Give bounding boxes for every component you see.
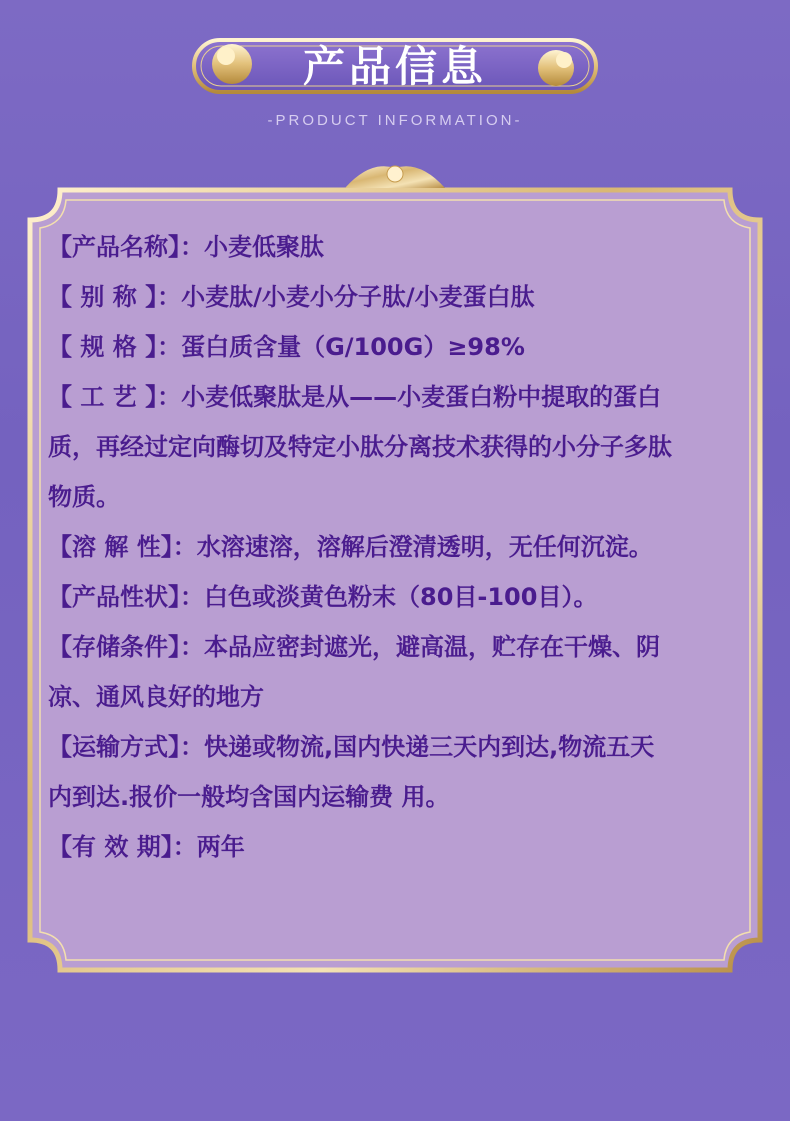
info-row-spec: 【 规 格 】：蛋白质含量（G/100G）≥98%: [48, 333, 525, 361]
info-row-name: 【产品名称】：小麦低聚肽: [48, 233, 324, 261]
crest-ornament-icon: [345, 166, 445, 188]
info-row-alias: 【 别 称 】：小麦肽/小麦小分子肽/小麦蛋白肽: [48, 283, 535, 311]
info-row-shelf-life: 【有 效 期】：两年: [48, 833, 245, 861]
title-banner: [186, 34, 604, 98]
info-row-shipping: 【运输方式】：快递或物流,国内快递三天内到达,物流五天: [48, 733, 655, 761]
info-row-process-end: 物质。: [48, 483, 120, 511]
page-subtitle: -PRODUCT INFORMATION-: [267, 112, 523, 129]
info-row-shipping-cont: 内到达.报价一般均含国内运输费 用。: [48, 783, 450, 811]
info-row-process: 【 工 艺 】：小麦低聚肽是从——小麦蛋白粉中提取的蛋白: [48, 383, 662, 411]
info-row-solubility: 【溶 解 性】：水溶速溶，溶解后澄清透明，无任何沉淀。: [48, 533, 653, 561]
page-title: 产品信息: [302, 42, 487, 91]
info-row-process-cont: 质，再经过定向酶切及特定小肽分离技术获得的小分子多肽: [48, 433, 672, 461]
info-row-storage-cont: 凉、通风良好的地方: [48, 683, 264, 711]
info-row-appearance: 【产品性状】：白色或淡黄色粉末（80目-100目）。: [48, 583, 598, 611]
product-info-list: [48, 222, 748, 872]
info-row-storage: 【存储条件】：本品应密封遮光，避高温，贮存在干燥、阴: [48, 633, 660, 661]
